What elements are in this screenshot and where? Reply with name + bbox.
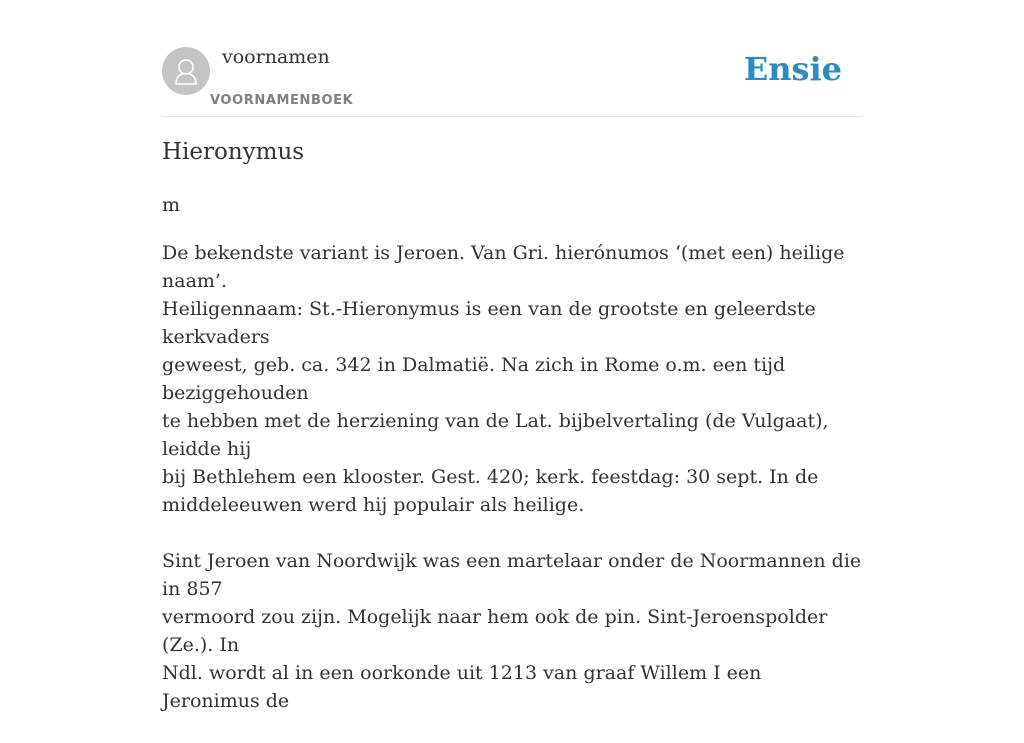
site-header: [162, 0, 862, 117]
author-name-link[interactable]: voornamen: [222, 46, 330, 68]
source-link[interactable]: VOORNAMENBOEK: [210, 93, 354, 108]
text-line: bij Bethlehem een klooster. Gest. 420; kerk. feestdag: 30 sept. In de: [162, 466, 819, 488]
text-line: De bekendste variant is Jeroen. Van Gri. hierónumos ‘(met een) heilige naam’.: [162, 242, 845, 292]
page-title: Hieronymus: [162, 139, 305, 165]
text-line: vermoord zou zijn. Mogelijk naar hem ook de pin. Sint-Jeroenspolder (Ze.). In: [162, 606, 828, 656]
gender-label: m: [162, 194, 181, 216]
text-line: middeleeuwen werd hij populair als heilige.: [162, 494, 585, 516]
author-avatar[interactable]: [162, 47, 210, 95]
text-line: Sint Jeroen van Noordwijk was een martelaar onder de Noormannen die in 857: [162, 550, 862, 600]
paragraph-2: [162, 547, 862, 715]
text-line: Ndl. wordt al in een oorkonde uit 1213 van graaf Willem I een Jeronimus de: [162, 662, 762, 712]
text-line: geweest, geb. ca. 342 in Dalmatië. Na zich in Rome o.m. een tijd beziggehouden: [162, 354, 786, 404]
article-body: [162, 239, 862, 743]
paragraph-1: [162, 239, 862, 519]
user-icon: [162, 47, 210, 95]
text-line: Heiligennaam: St.-Hieronymus is een van de grootste en geleerdste kerkvaders: [162, 298, 816, 348]
text-line: te hebben met de herziening van de Lat. bijbelvertaling (de Vulgaat), leidde hij: [162, 410, 829, 460]
ensie-logo[interactable]: Ensie: [743, 50, 842, 88]
